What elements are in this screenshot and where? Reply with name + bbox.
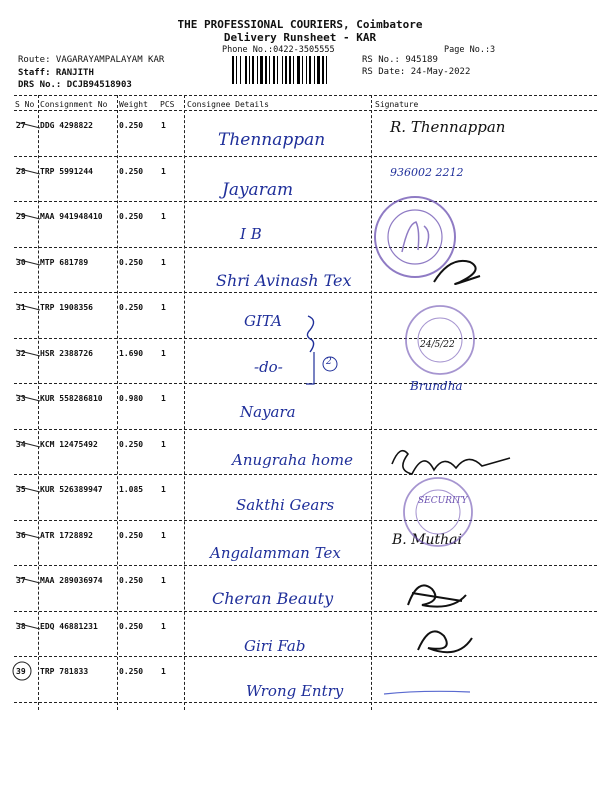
row-rule [14,247,597,248]
bracket-note: 2 [326,357,332,367]
col-head-sno: S No [15,100,35,109]
row-signature: B. Muthai [392,531,463,548]
row-pcs: 1 [161,166,166,176]
row-weight: 1.690 [119,348,144,358]
row-tick-mark [14,346,44,362]
row-sno: 35 [16,485,26,494]
row-tick-mark [14,209,44,225]
runsheet-subtitle: Delivery Runsheet - KAR [223,31,377,44]
row-consignment-no: TRP 1908356 [40,303,93,312]
row-sno: 28 [16,166,26,176]
row-consignment-no: TRP 781833 [40,667,89,676]
col-head-pcs: PCS [160,100,175,109]
row-consignment-no: TRP 5991244 [40,166,93,176]
row-consignment-no: ATR 1728892 [40,530,93,540]
row-rule [14,520,597,521]
row-sno: 32 [16,348,26,358]
row-pcs: 1 [161,121,166,130]
row-weight: 0.250 [119,303,144,312]
row-consignment-no: MAA 289036974 [40,576,103,585]
barcode [232,56,352,86]
signature-scribble [430,252,490,292]
row-rule [14,611,597,612]
row-pcs: 1 [161,621,166,631]
row-consignee: Cheran Beauty [212,589,334,608]
col-divider [371,95,372,710]
col-divider [184,95,185,710]
row-pcs: 1 [161,485,166,494]
row-sno: 37 [16,576,26,585]
round-stamp [400,300,480,380]
signature-line [382,688,472,698]
row-consignee: Wrong Entry [246,682,344,700]
row-signature: R. Thennappan [390,118,506,136]
row-pcs: 1 [161,530,166,540]
row-tick-mark [14,437,44,453]
row-sno: 33 [16,394,26,403]
row-tick-mark [14,573,44,589]
row-consignee: -do- [254,357,283,376]
row-consignment-no: KUR 526389947 [40,485,103,494]
row-weight: 1.085 [119,485,144,494]
row-tick-mark [14,391,44,407]
signature-scribble [402,575,472,615]
header-rule-top [14,95,597,96]
row-consignment-no: KUR 558286810 [40,394,103,403]
row-sno: 27 [16,121,26,130]
row-circle-mark [14,664,44,680]
row-signature: 936002 2212 [390,165,464,179]
row-pcs: 1 [161,667,166,676]
row-pcs: 1 [161,212,166,221]
row-pcs: 1 [161,439,166,449]
row-consignment-no: DDG 4298822 [40,121,93,130]
row-weight: 0.250 [119,212,144,221]
round-stamp [398,472,478,552]
row-consignee: Nayara [240,403,296,421]
row-consignee: Jayaram [222,179,294,200]
row-tick-mark [14,482,44,498]
row-consignee: Angalamman Tex [210,543,341,562]
row-sno: 29 [16,212,26,221]
row-weight: 0.250 [119,121,144,130]
drs-number: DRS No.: DCJB94518903 [18,80,132,90]
row-pcs: 1 [161,576,166,585]
company-title: THE PROFESSIONAL COURIERS, Coimbatore [177,18,423,31]
row-tick-mark [14,118,44,134]
row-sno: 36 [16,530,26,540]
row-tick-mark [14,164,44,180]
row-weight: 0.980 [119,394,144,403]
row-consignee: Thennappan [218,130,326,150]
row-tick-mark [14,528,44,544]
header-rule-bottom [14,110,597,111]
row-weight: 0.250 [119,439,144,449]
row-rule [14,201,597,202]
row-sno: 31 [16,303,26,312]
route: Route: VAGARAYAMPALAYAM KAR [18,55,165,65]
phone-number: Phone No.:0422-3505555 [222,45,335,55]
row-consignee: Shri Avinash Tex [216,270,352,290]
row-consignee: Giri Fab [244,636,306,655]
row-weight: 0.250 [119,257,144,267]
row-consignment-no: KCM 12475492 [40,439,98,449]
signature-scribble [410,622,480,662]
row-weight: 0.250 [119,530,144,540]
row-tick-mark [14,255,44,271]
row-pcs: 1 [161,303,166,312]
row-rule [14,429,597,430]
page-number: Page No.:3 [444,45,496,55]
signature-scribble [386,440,516,480]
row-sno: 34 [16,439,26,449]
row-sno: 30 [16,257,26,267]
row-consignment-no: EDQ 46881231 [40,621,98,631]
row-rule [14,292,597,293]
row-consignee: Anugraha home [232,450,354,469]
row-tick-mark [14,619,44,635]
row-pcs: 1 [161,394,166,403]
rs-number: RS No.: 945189 [362,55,438,65]
row-rule [14,656,597,657]
col-head-consignee: Consignee Details [187,100,269,109]
row-weight: 0.250 [119,166,144,176]
row-rule [14,156,597,157]
row-sno: 39 [16,667,26,676]
staff: Staff: RANJITH [18,68,94,78]
row-weight: 0.250 [119,667,144,676]
row-consignment-no: MTP 681789 [40,257,89,267]
row-signature: Brundha [410,379,463,393]
row-pcs: 1 [161,257,166,267]
row-sno: 38 [16,621,26,631]
row-tick-mark [14,300,44,316]
row-weight: 0.250 [119,576,144,585]
row-signature: 24/5/22 [420,339,455,350]
rs-date: RS Date: 24-May-2022 [362,67,471,77]
row-consignee: I B [240,225,262,243]
row-weight: 0.250 [119,621,144,631]
row-consignee: Sakthi Gears [236,496,335,514]
row-rule [14,565,597,566]
row-consignment-no: HSR 2388726 [40,348,93,358]
col-head-consignment: Consignment No [40,100,108,109]
col-head-signature: Signature [375,100,419,109]
row-signature: SECURITY [418,496,468,506]
col-divider [117,95,118,710]
col-head-weight: Weight [119,100,148,109]
gita-bracket [300,312,340,392]
row-consignee: GITA [244,312,282,330]
row-consignment-no: MAA 941948410 [40,212,103,221]
row-pcs: 1 [161,348,166,358]
row-rule [14,702,597,703]
